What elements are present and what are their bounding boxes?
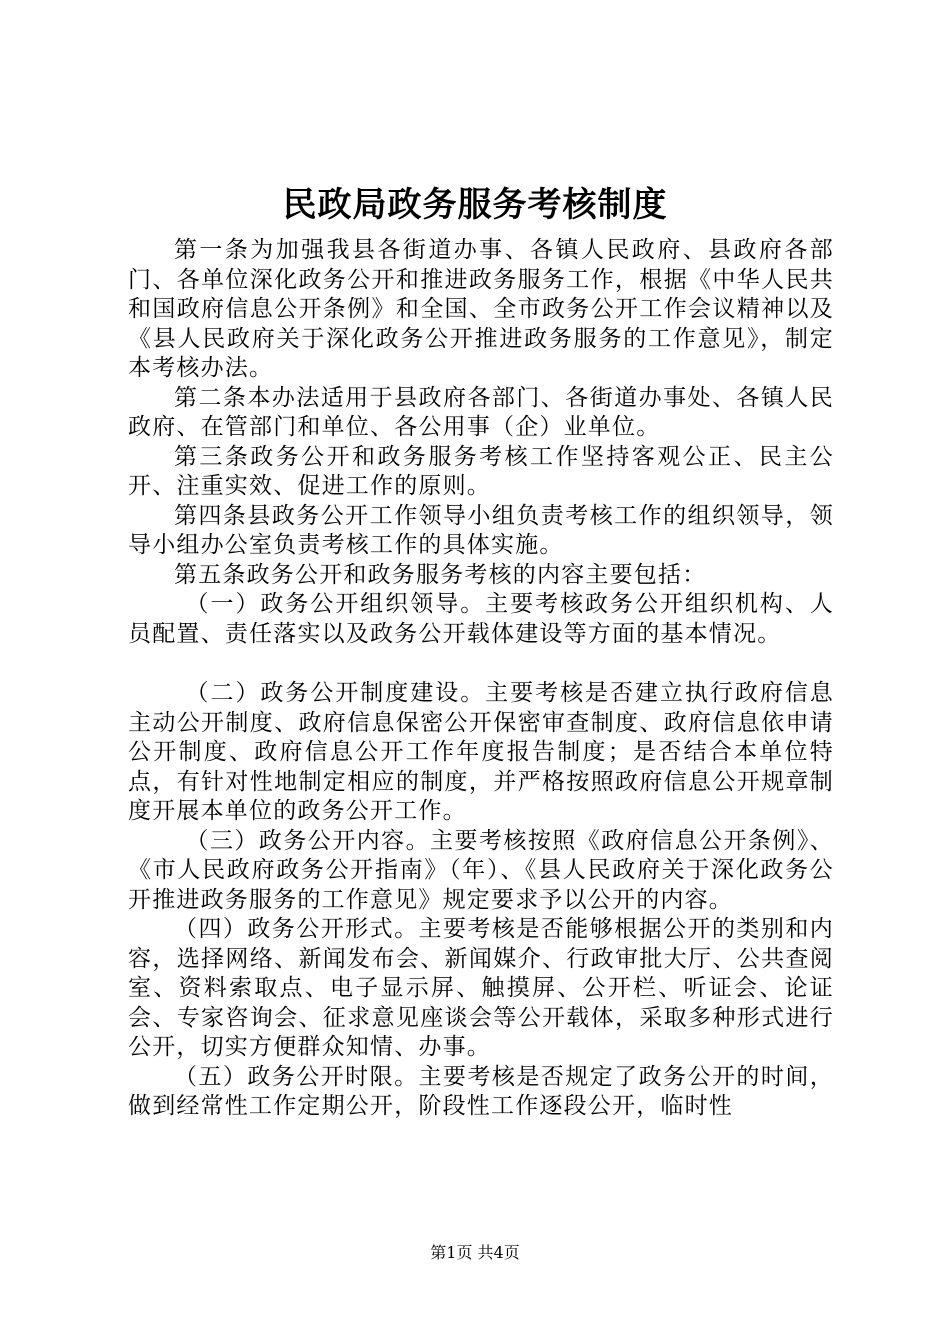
paragraph-article-4: 第四条县政务公开工作领导小组负责考核工作的组织领导，领导小组办公室负责考核工作的具体实施。 bbox=[128, 502, 834, 558]
paragraph-article-3: 第三条政务公开和政务服务考核工作坚持客观公正、民主公开、注重实效、促进工作的原则。 bbox=[128, 443, 834, 499]
paragraph-gap bbox=[128, 649, 834, 679]
paragraph-item-2: （二）政务公开制度建设。主要考核是否建立执行政府信息主动公开制度、政府信息保密公开保密审查制度、政府信息依申请公开制度、政府信息公开工作年度报告制度；是否结合本单位特点，有针对性地制定相应的制度，并严格按照政府信息公开规章制度开展本单位的政务公开工作。 bbox=[128, 680, 834, 824]
paragraph-item-1: （一）政务公开组织领导。主要考核政务公开组织机构、人员配置、责任落实以及政务公开载体建设等方面的基本情况。 bbox=[128, 591, 834, 647]
paragraph-item-5: （五）政务公开时限。主要考核是否规定了政务公开的时间，做到经常性工作定期公开，阶段性工作逐段公开，临时性 bbox=[128, 1063, 834, 1119]
paragraph-item-4: （四）政务公开形式。主要考核是否能够根据公开的类别和内容，选择网络、新闻发布会、新闻媒介、行政审批大厅、公共查阅室、资料索取点、电子显示屏、触摸屏、公开栏、听证会、论证会、专家咨询会、征求意见座谈会等公开载体，采取多种形式进行公开，切实方便群众知情、办事。 bbox=[128, 916, 834, 1060]
paragraph-article-1: 第一条为加强我县各街道办事、各镇人民政府、县政府各部门、各单位深化政务公开和推进政务服务工作，根据《中华人民共和国政府信息公开条例》和全国、全市政务公开工作会议精神以及《县人民政府关于深化政务公开推进政务服务的工作意见》，制定本考核办法。 bbox=[128, 237, 834, 381]
paragraph-article-2: 第二条本办法适用于县政府各部门、各街道办事处、各镇人民政府、在管部门和单位、各公用事（企）业单位。 bbox=[128, 384, 834, 440]
document-title: 民政局政务服务考核制度 bbox=[282, 185, 668, 225]
paragraph-item-3: （三）政务公开内容。主要考核按照《政府信息公开条例》、《市人民政府政务公开指南》（年）、《县人民政府关于深化政务公开推进政务服务的工作意见》规定要求予以公开的内容。 bbox=[128, 827, 834, 913]
document-body bbox=[128, 236, 834, 1122]
page-number-footer: 第1页 共4页 bbox=[430, 1243, 520, 1262]
paragraph-article-5: 第五条政务公开和政务服务考核的内容主要包括： bbox=[174, 561, 707, 588]
